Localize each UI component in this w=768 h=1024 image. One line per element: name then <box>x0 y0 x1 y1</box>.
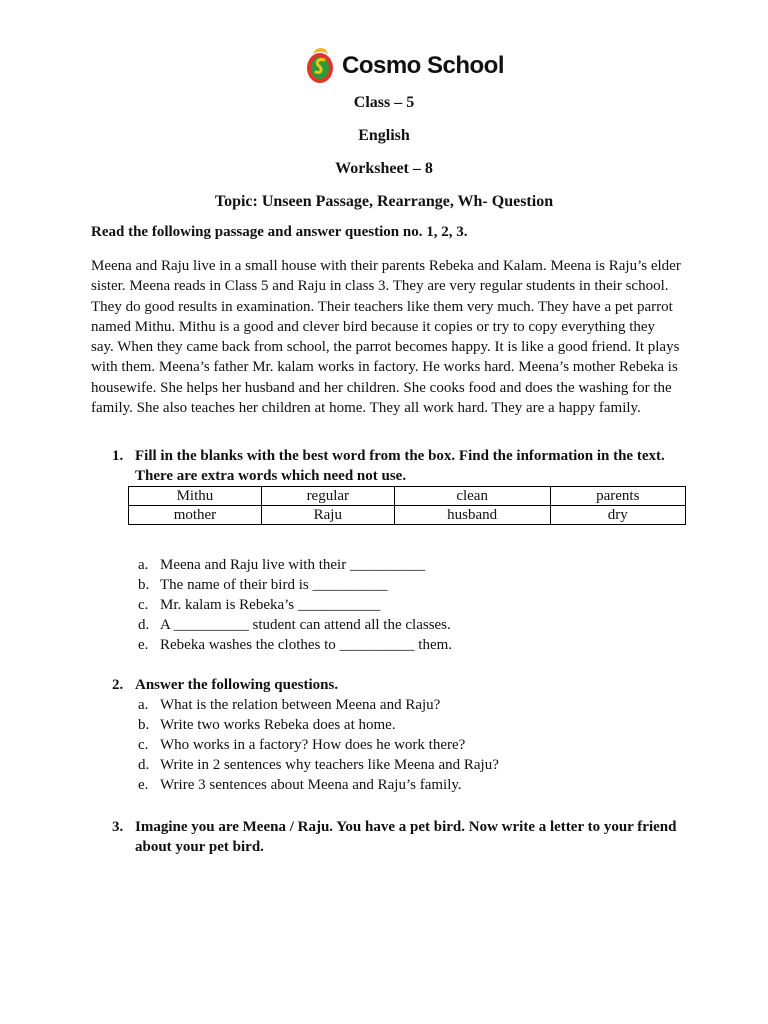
question-2-text: Answer the following questions. <box>135 677 339 693</box>
item-letter: b. <box>138 717 150 734</box>
item-letter: a. <box>138 557 149 573</box>
worksheet-title: Worksheet – 8 <box>335 160 433 177</box>
item-text: Who works in a factory? How does he work there? <box>160 737 466 754</box>
item-text: A __________ student can attend all the classes. <box>160 617 451 634</box>
question-1-number: 1. <box>112 448 124 464</box>
list-item <box>138 755 499 775</box>
word-box-table <box>128 486 686 525</box>
table-row <box>129 506 686 525</box>
list-item <box>138 615 452 635</box>
word-cell: husband <box>394 506 550 525</box>
item-letter: a. <box>138 697 149 713</box>
school-logo <box>304 45 504 87</box>
word-cell: mother <box>129 506 262 525</box>
list-item <box>138 575 452 595</box>
item-letter: e. <box>138 637 149 654</box>
item-text: Rebeka washes the clothes to __________ them. <box>160 637 453 654</box>
question-3 <box>112 817 677 855</box>
item-letter: e. <box>138 777 149 794</box>
item-letter: d. <box>138 617 150 634</box>
class-title: Class – 5 <box>353 94 415 111</box>
question-2-number: 2. <box>112 677 124 693</box>
item-text: Meena and Raju live with their __________ <box>160 557 425 573</box>
list-item <box>138 555 452 575</box>
item-letter: d. <box>138 757 150 774</box>
subject-title: English <box>358 127 410 144</box>
list-item <box>138 695 499 715</box>
question-2-items <box>138 695 499 795</box>
list-item <box>138 735 499 755</box>
reading-passage: Meena and Raju live in a small house with their parents Rebeka and Kalam. Meena is Raju’s elder sister. Meena reads in Class 5 and Raju in class 3. They are very regular students in their school. They do good results in examination. Their teachers like them very much. They have a pet parrot named Mithu. Mithu is a good and clever bird because it copies or try to copy everything they say. When they came back from school, the parrot becomes happy. It is like a good friend. It plays with them. Meena’s father Mr. kalam works in factory. He works hard. Meena’s mother Rebeka is housewife. She helps her husband and her children. She cooks food and does the washing for the family. She also teaches her children at home. They all work hard. They are a happy family. <box>91 258 681 417</box>
item-text: Wrire 3 sentences about Meena and Raju’s family. <box>160 777 462 794</box>
item-text: What is the relation between Meena and Raju? <box>160 697 441 713</box>
question-1-items <box>138 555 452 655</box>
word-cell: clean <box>394 487 550 506</box>
school-name: Cosmo School <box>342 52 505 79</box>
topic-title: Topic: Unseen Passage, Rearrange, Wh- Question <box>214 193 554 210</box>
item-text: Mr. kalam is Rebeka’s ___________ <box>160 597 381 614</box>
question-3-number: 3. <box>112 819 124 835</box>
list-item <box>138 775 499 795</box>
table-row <box>129 487 686 506</box>
word-cell: Raju <box>261 506 394 525</box>
item-letter: c. <box>138 737 149 754</box>
item-text: Write two works Rebeka does at home. <box>160 717 396 734</box>
list-item <box>138 715 499 735</box>
word-cell: parents <box>550 487 685 506</box>
question-3-text: Imagine you are Meena / Raju. You have a pet bird. Now write a letter to your friend about your pet bird. <box>135 819 677 855</box>
item-letter: c. <box>138 597 149 614</box>
school-logo-icon <box>304 46 336 86</box>
item-letter: b. <box>138 577 150 594</box>
list-item <box>138 635 452 655</box>
word-cell: regular <box>261 487 394 506</box>
question-1 <box>112 446 665 484</box>
question-1-text: Fill in the blanks with the best word from the box. Find the information in the text. There are extra words which need not use. <box>135 448 665 484</box>
passage-instruction: Read the following passage and answer question no. 1, 2, 3. <box>91 224 468 240</box>
question-2 <box>112 675 339 695</box>
item-text: The name of their bird is __________ <box>160 577 388 594</box>
word-cell: Mithu <box>129 487 262 506</box>
word-cell: dry <box>550 506 685 525</box>
item-text: Write in 2 sentences why teachers like Meena and Raju? <box>160 757 499 774</box>
list-item <box>138 595 452 615</box>
